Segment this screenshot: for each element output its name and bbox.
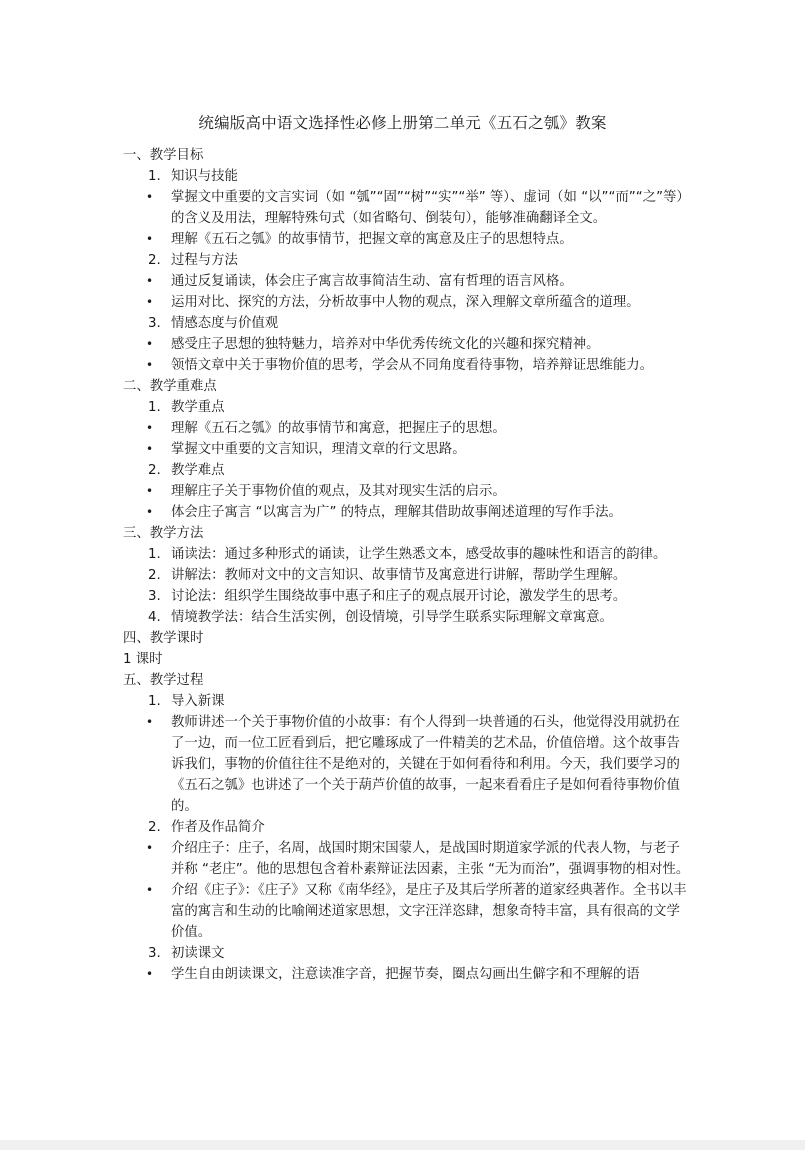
bullet-marker: • <box>146 337 154 351</box>
line-text: 运用对比、探究的方法，分析故事中人物的观点，深入理解文章所蕴含的道理。 <box>171 295 640 310</box>
bullet-item <box>123 502 693 523</box>
line-text: 理解《五石之瓠》的故事情节和寓意，把握庄子的思想。 <box>171 421 506 436</box>
bullet-marker: • <box>146 715 154 729</box>
text-line <box>123 649 693 670</box>
section-heading <box>123 523 693 544</box>
list-number: 2. <box>148 463 161 478</box>
line-text: 四、教学课时 <box>123 631 204 646</box>
bullet-item <box>123 334 693 355</box>
list-number: 2. <box>148 820 161 835</box>
line-text: 感受庄子思想的独特魅力，培养对中华优秀传统文化的兴趣和探究精神。 <box>171 337 600 352</box>
line-text: 掌握文中重要的文言知识，理清文章的行文思路。 <box>171 442 466 457</box>
line-text: 介绍庄子：庄子，名周，战国时期宋国蒙人，是战国时期道家学派的代表人物，与老子并称 “老庄”。他的思想包含着朴素辩证法因素，主张 “无为而治”，强调事物的相对性。 <box>171 841 690 877</box>
line-text: 教师讲述一个关于事物价值的小故事：有个人得到一块普通的石头，他觉得没用就扔在了一边，而一位工匠看到后，把它雕琢成了一件精美的艺术品，价值倍增。这个故事告诉我们，事物的价值往往不是绝对的，关键在于如何看待和利用。今天，我们要学习的《五石之瓠》也讲述了一个关于葫芦价值的故事，一起来看看庄子是如何看待事物价值的。 <box>171 715 680 814</box>
bullet-item <box>123 355 693 376</box>
bullet-marker: • <box>146 967 154 981</box>
bullet-item <box>123 481 693 502</box>
list-number: 3. <box>148 316 161 331</box>
section-heading <box>123 376 693 397</box>
numbered-item <box>123 565 693 586</box>
page-bottom-margin <box>0 1140 805 1150</box>
bullet-marker: • <box>146 358 154 372</box>
bullet-marker: • <box>146 421 154 435</box>
line-text: 过程与方法 <box>171 253 238 268</box>
line-text: 三、教学方法 <box>123 526 204 541</box>
line-text: 理解《五石之瓠》的故事情节，把握文章的寓意及庄子的思想特点。 <box>171 232 573 247</box>
numbered-item <box>123 544 693 565</box>
list-number: 1. <box>148 694 161 709</box>
list-number: 3. <box>148 589 161 604</box>
bullet-item <box>123 712 693 817</box>
numbered-item <box>123 586 693 607</box>
line-text: 介绍《庄子》：《庄子》又称《南华经》，是庄子及其后学所著的道家经典著作。全书以丰富的寓言和生动的比喻阐述道家思想，文字汪洋恣肆，想象奇特丰富，具有很高的文学价值。 <box>171 883 687 940</box>
line-text: 讨论法：组织学生围绕故事中惠子和庄子的观点展开讨论，激发学生的思考。 <box>171 589 627 604</box>
bullet-item <box>123 292 693 313</box>
line-text: 理解庄子关于事物价值的观点，及其对现实生活的启示。 <box>171 484 506 499</box>
line-text: 一、教学目标 <box>123 148 204 163</box>
line-text: 通过反复诵读，体会庄子寓言故事简洁生动、富有哲理的语言风格。 <box>171 274 573 289</box>
bullet-marker: • <box>146 841 154 855</box>
line-text: 教学难点 <box>171 463 225 478</box>
bullet-item <box>123 439 693 460</box>
bullet-marker: • <box>146 190 154 204</box>
document-body <box>123 145 693 985</box>
line-text: 二、教学重难点 <box>123 379 217 394</box>
line-text: 知识与技能 <box>171 169 238 184</box>
list-number: 1. <box>148 547 161 562</box>
line-text: 学生自由朗读课文，注意读准字音，把握节奏，圈点勾画出生僻字和不理解的语 <box>171 967 640 982</box>
bullet-item <box>123 880 693 943</box>
bullet-item <box>123 418 693 439</box>
line-text: 1 课时 <box>123 652 163 667</box>
section-heading <box>123 670 693 691</box>
list-number: 4. <box>148 610 161 625</box>
list-number: 1. <box>148 400 161 415</box>
line-text: 作者及作品简介 <box>171 820 265 835</box>
bullet-marker: • <box>146 274 154 288</box>
line-text: 体会庄子寓言 “以寓言为广” 的特点，理解其借助故事阐述道理的写作手法。 <box>171 505 622 520</box>
numbered-item <box>123 817 693 838</box>
numbered-item <box>123 691 693 712</box>
numbered-item <box>123 607 693 628</box>
line-text: 五、教学过程 <box>123 673 204 688</box>
bullet-marker: • <box>146 484 154 498</box>
line-text: 情感态度与价值观 <box>171 316 279 331</box>
list-number: 1. <box>148 169 161 184</box>
line-text: 教学重点 <box>171 400 225 415</box>
numbered-item <box>123 943 693 964</box>
numbered-item <box>123 313 693 334</box>
bullet-item <box>123 964 693 985</box>
bullet-marker: • <box>146 232 154 246</box>
bullet-item <box>123 838 693 880</box>
line-text: 领悟文章中关于事物价值的思考，学会从不同角度看待事物，培养辩证思维能力。 <box>171 358 654 373</box>
bullet-marker: • <box>146 442 154 456</box>
list-number: 2. <box>148 568 161 583</box>
numbered-item <box>123 460 693 481</box>
line-text: 掌握文中重要的文言实词（如 “瓠”“固”“树”“实”“举” 等）、虚词（如 “以”“而”“之”等）的含义及用法，理解特殊句式（如省略句、倒装句），能够准确翻译全文。 <box>171 190 690 226</box>
list-number: 3. <box>148 946 161 961</box>
bullet-marker: • <box>146 505 154 519</box>
numbered-item <box>123 250 693 271</box>
numbered-item <box>123 397 693 418</box>
numbered-item <box>123 166 693 187</box>
bullet-marker: • <box>146 883 154 897</box>
section-heading <box>123 628 693 649</box>
document-title: 统编版高中语文选择性必修上册第二单元《五石之瓠》教案 <box>198 114 607 132</box>
line-text: 导入新课 <box>171 694 225 709</box>
bullet-item <box>123 229 693 250</box>
list-number: 2. <box>148 253 161 268</box>
section-heading <box>123 145 693 166</box>
line-text: 讲解法：教师对文中的文言知识、故事情节及寓意进行讲解，帮助学生理解。 <box>171 568 627 583</box>
line-text: 初读课文 <box>171 946 225 961</box>
line-text: 诵读法：通过多种形式的诵读，让学生熟悉文本，感受故事的趣味性和语言的韵律。 <box>171 547 667 562</box>
bullet-marker: • <box>146 295 154 309</box>
line-text: 情境教学法：结合生活实例，创设情境，引导学生联系实际理解文章寓意。 <box>171 610 613 625</box>
bullet-item <box>123 187 693 229</box>
bullet-item <box>123 271 693 292</box>
